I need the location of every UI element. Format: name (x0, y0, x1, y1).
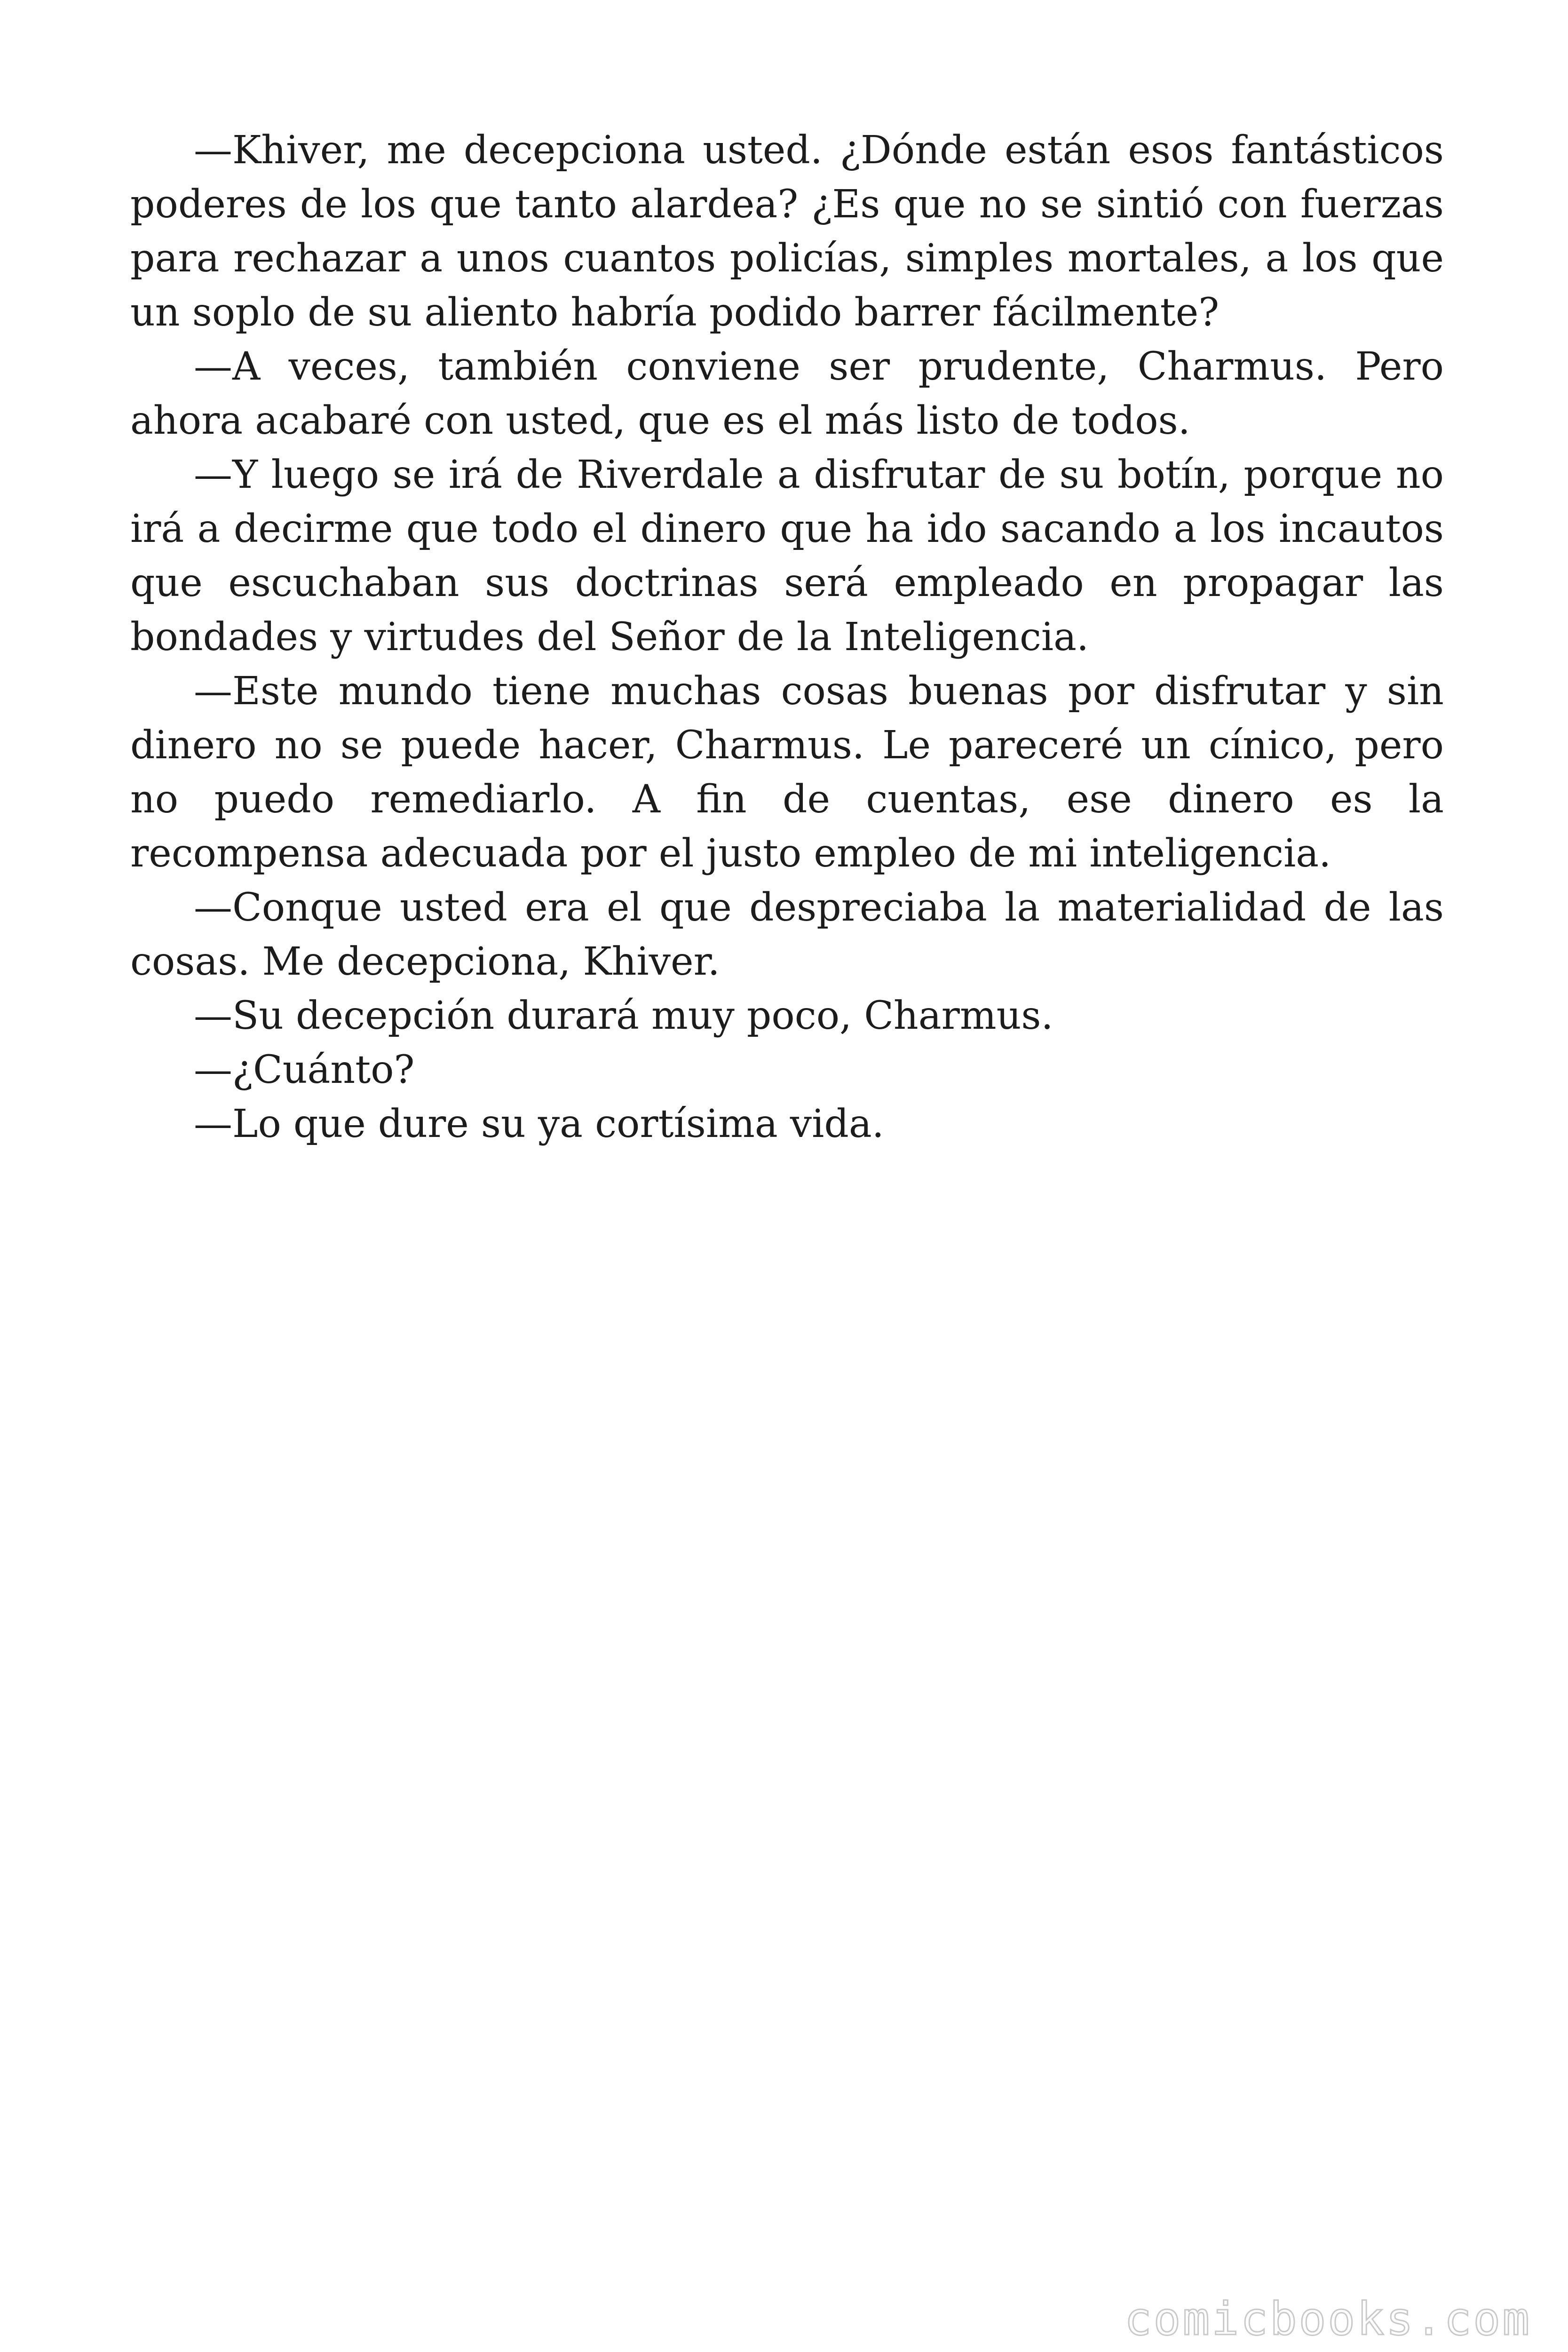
watermark: comicbooks.com (1124, 2293, 1531, 2345)
body-text (130, 123, 1444, 1151)
paragraph-3: —Y luego se irá de Riverdale a disfrutar de su botín, porque no irá a decirme que todo el dinero que ha ido sacando a los incautos que escuchaban sus doctrinas será empleado en propagar las bondades y virtudes del Señor de la Inteligencia. (130, 453, 1444, 660)
paragraph-4: —Este mundo tiene muchas cosas buenas por disfrutar y sin dinero no se puede hacer, Charmus. Le pareceré un cínico, pero no puedo remediarlo. A fin de cuentas, ese dinero es la recompensa adecuada por el justo empleo de mi inteligencia. (130, 669, 1444, 876)
paragraph-7: —¿Cuánto? (194, 1048, 415, 1092)
paragraph-8: —Lo que dure su ya cortísima vida. (194, 1102, 884, 1146)
paragraph-6: —Su decepción durará muy poco, Charmus. (194, 993, 1053, 1038)
paragraph-5: —Conque usted era el que despreciaba la materialidad de las cosas. Me decepciona, Khiver. (130, 885, 1444, 984)
paragraph-1: —Khiver, me decepciona usted. ¿Dónde están esos fantásticos poderes de los que tanto alardea? ¿Es que no se sintió con fuerzas para rechazar a unos cuantos policías, simples mortales, a los que un soplo de su aliento habría podido barrer fácilmente? (130, 128, 1444, 335)
paragraph-2: —A veces, también conviene ser prudente, Charmus. Pero ahora acabaré con usted, que es el más listo de todos. (130, 344, 1444, 443)
